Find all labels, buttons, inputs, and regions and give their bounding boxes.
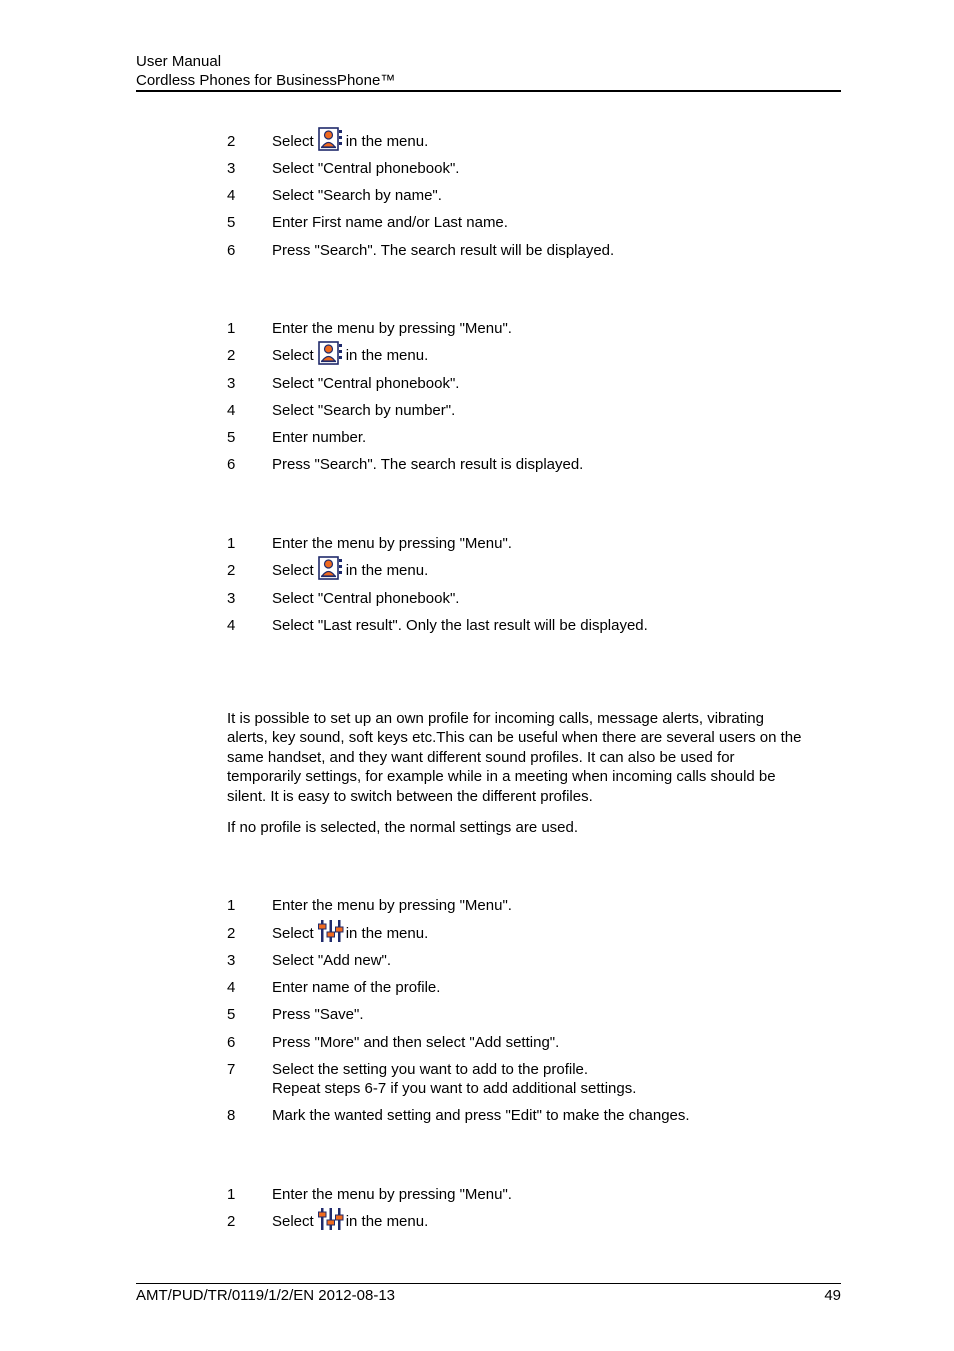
page-number: 49 bbox=[824, 1287, 841, 1304]
step-number: 4 bbox=[227, 979, 236, 996]
step-text: Press "Search". The search result will be displayed. bbox=[272, 242, 615, 259]
step-number: 2 bbox=[227, 562, 236, 579]
step-number: 4 bbox=[227, 617, 236, 634]
step-text bbox=[272, 924, 841, 943]
select-word: Select bbox=[272, 133, 314, 150]
step-text: Enter name of the profile. bbox=[272, 979, 441, 996]
footer-doc-id: AMT/PUD/TR/0119/1/2/EN 2012-08-13 bbox=[136, 1287, 396, 1304]
step-text: Select "Central phonebook". bbox=[272, 590, 460, 607]
paragraph-line: silent. It is easy to switch between the different profiles. bbox=[227, 787, 593, 805]
step-text: Enter number. bbox=[272, 429, 367, 446]
step-text-line: Repeat steps 6-7 if you want to add additional settings. bbox=[272, 1080, 637, 1097]
footer-divider bbox=[136, 1283, 841, 1284]
step-text bbox=[272, 561, 841, 580]
step-number: 1 bbox=[227, 320, 236, 337]
step-number: 2 bbox=[227, 347, 236, 364]
step-number: 2 bbox=[227, 1213, 236, 1230]
profiles-intro-paragraph bbox=[227, 709, 841, 806]
step-text: Mark the wanted setting and press "Edit" to make the changes. bbox=[272, 1107, 690, 1124]
step-text: Select "Central phonebook". bbox=[272, 375, 460, 392]
step-text: Select "Last result". Only the last result will be displayed. bbox=[272, 617, 648, 634]
step-text: Select "Add new". bbox=[272, 952, 392, 969]
step-text: Enter the menu by pressing "Menu". bbox=[272, 320, 512, 337]
step-number: 5 bbox=[227, 214, 236, 231]
paragraph-line: alerts, key sound, soft keys etc.This can be useful when there are several users on the bbox=[227, 729, 802, 747]
step-number: 6 bbox=[227, 242, 236, 259]
step-number: 1 bbox=[227, 1186, 236, 1203]
step-text: Enter the menu by pressing "Menu". bbox=[272, 535, 512, 552]
step-number: 5 bbox=[227, 429, 236, 446]
step-text bbox=[272, 1060, 841, 1098]
step-number: 5 bbox=[227, 1006, 236, 1023]
step-number: 3 bbox=[227, 952, 236, 969]
paragraph-line: temporarily settings, for example while in a meeting when incoming calls should be bbox=[227, 768, 776, 786]
in-menu-text: in the menu. bbox=[345, 925, 429, 942]
step-number: 1 bbox=[227, 897, 236, 914]
step-number: 4 bbox=[227, 402, 236, 419]
in-menu-text: in the menu. bbox=[345, 562, 429, 579]
profiles-settings-icon bbox=[318, 1207, 344, 1231]
step-text: Enter First name and/or Last name. bbox=[272, 214, 508, 231]
step-text: Press "Save". bbox=[272, 1006, 364, 1023]
step-number: 7 bbox=[227, 1061, 236, 1078]
step-text: Enter the menu by pressing "Menu". bbox=[272, 897, 512, 914]
paragraph-line: It is possible to set up an own profile for incoming calls, message alerts, vibrating bbox=[227, 710, 764, 727]
profiles-settings-icon bbox=[318, 919, 344, 943]
paragraph-line: same handset, and they want different sound profiles. It can also be used for bbox=[227, 748, 735, 766]
step-number: 2 bbox=[227, 133, 236, 150]
step-text bbox=[272, 1212, 841, 1231]
header-subtitle: Cordless Phones for BusinessPhone™ bbox=[136, 72, 396, 89]
in-menu-text: in the menu. bbox=[345, 133, 429, 150]
step-number: 3 bbox=[227, 590, 236, 607]
step-text: Press "More" and then select "Add setting". bbox=[272, 1034, 560, 1051]
step-text-line: Select the setting you want to add to the profile. bbox=[272, 1061, 589, 1078]
header-title: User Manual bbox=[136, 53, 222, 70]
in-menu-text: in the menu. bbox=[345, 1213, 429, 1230]
step-number: 8 bbox=[227, 1107, 236, 1124]
profiles-note-paragraph: If no profile is selected, the normal settings are used. bbox=[227, 819, 579, 836]
step-text: Select "Central phonebook". bbox=[272, 160, 460, 177]
select-word: Select bbox=[272, 1213, 314, 1230]
header-divider bbox=[136, 90, 841, 92]
step-text: Select "Search by number". bbox=[272, 402, 456, 419]
step-number: 6 bbox=[227, 456, 236, 473]
select-word: Select bbox=[272, 347, 314, 364]
page-header bbox=[136, 52, 841, 90]
step-text bbox=[272, 132, 841, 151]
step-number: 3 bbox=[227, 375, 236, 392]
step-text: Select "Search by name". bbox=[272, 187, 442, 204]
step-number: 4 bbox=[227, 187, 236, 204]
step-text: Press "Search". The search result is displayed. bbox=[272, 456, 584, 473]
step-number: 2 bbox=[227, 925, 236, 942]
step-number: 1 bbox=[227, 535, 236, 552]
select-word: Select bbox=[272, 562, 314, 579]
contacts-phonebook-icon bbox=[318, 556, 344, 580]
in-menu-text: in the menu. bbox=[345, 347, 429, 364]
select-word: Select bbox=[272, 925, 314, 942]
step-text: Enter the menu by pressing "Menu". bbox=[272, 1186, 512, 1203]
contacts-phonebook-icon bbox=[318, 127, 344, 151]
step-text bbox=[272, 346, 841, 365]
contacts-phonebook-icon bbox=[318, 341, 344, 365]
step-number: 3 bbox=[227, 160, 236, 177]
step-number: 6 bbox=[227, 1034, 236, 1051]
